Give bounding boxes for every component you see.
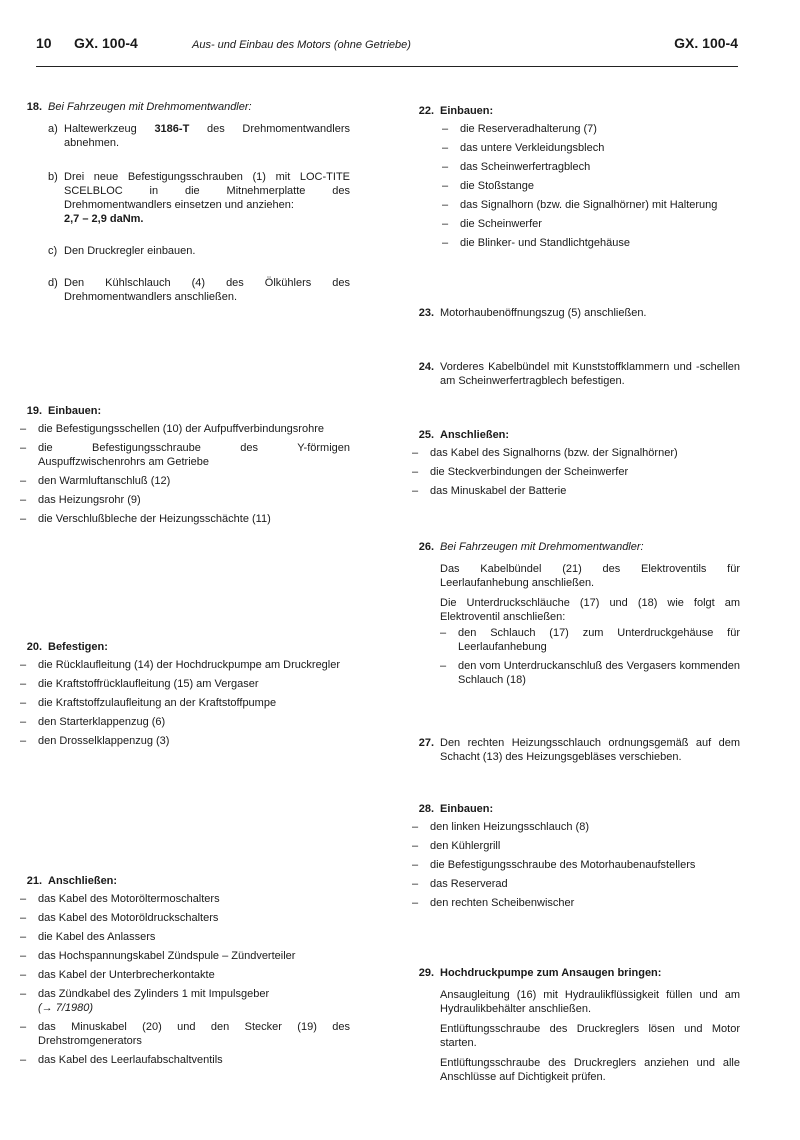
step-20 — [20, 640, 350, 753]
paragraph: Die Unterdruckschläuche (17) und (18) wie folgt am Elektroventil anschließen: — [440, 597, 740, 623]
list-item: – den vom Unterdruckanschluß des Vergasers kommenden Schlauch (18) — [440, 660, 740, 686]
reference-note: (→ 7/1980) — [38, 1002, 94, 1014]
list-item: – das Kabel des Leerlaufabschaltventils — [20, 1054, 223, 1066]
list-item: – das untere Verkleidungsblech — [442, 142, 605, 154]
list-item: – die Scheinwerfer — [442, 218, 542, 230]
tool-number: 3186-T — [154, 123, 190, 135]
list-item: – die Befestigungsschraube des Y-förmigen Auspuffzwischenrohrs am Getriebe — [20, 442, 350, 468]
list-item: – den Starterklappenzug (6) — [20, 716, 166, 728]
substep-d: d) Den Kühlschlauch (4) des Ölkühlers des Drehmomentwandlers anschließen. — [48, 277, 350, 303]
step-number: 18. — [26, 101, 42, 113]
list-item: – die Befestigungsschellen (10) der Aufpuffverbindungsrohre — [20, 423, 324, 435]
list-item: – das Heizungsrohr (9) — [20, 494, 141, 506]
list-item: – den rechten Scheibenwischer — [412, 897, 575, 909]
step-18 — [20, 100, 350, 304]
step-26 — [412, 540, 740, 692]
torque-value: 2,7 – 2,9 daNm. — [64, 213, 144, 225]
step-text: Den rechten Heizungsschlauch ordnungsgemäß auf dem Schacht (13) des Heizungsgebläses verschieben. — [440, 737, 740, 763]
list-item: – das Signalhorn (bzw. die Signalhörner) mit Halterung — [442, 199, 718, 211]
substep-a: a) Haltewerkzeug 3186-T des Drehmomentwandlers abnehmen. — [48, 123, 350, 149]
step-heading: Anschließen: — [440, 429, 510, 441]
step-number: 29. — [418, 967, 434, 979]
step-heading: Einbauen: — [440, 803, 494, 815]
list — [412, 820, 740, 910]
list-item: – den Warmluftanschluß (12) — [20, 475, 171, 487]
step-number: 21. — [26, 875, 42, 887]
step-27 — [412, 736, 740, 764]
list-item: – die Rücklaufleitung (14) der Hochdruckpumpe am Druckregler — [20, 659, 341, 671]
step-heading: Anschließen: — [48, 875, 118, 887]
paragraph: Entlüftungsschraube des Druckreglers lösen und Motor starten. — [440, 1023, 740, 1049]
list-item: – den Schlauch (17) zum Unterdruckgehäuse für Leerlaufanhebung — [440, 627, 740, 653]
step-25 — [412, 428, 740, 503]
step-24 — [412, 360, 740, 388]
step-number: 20. — [26, 641, 42, 653]
list-item: – das Zündkabel des Zylinders 1 mit Impulsgeber (→ 7/1980) — [20, 988, 270, 1014]
step-21 — [20, 874, 350, 1072]
step-number: 27. — [418, 737, 434, 749]
step-number: 24. — [418, 361, 434, 373]
list-item: – das Kabel des Signalhorns (bzw. der Signalhörner) — [412, 447, 678, 459]
list-item: – das Minuskabel (20) und den Stecker (19) des Drehstromgenerators — [20, 1021, 350, 1047]
step-heading: Befestigen: — [48, 641, 108, 653]
step-number: 23. — [418, 307, 434, 319]
list-item: – die Befestigungsschraube des Motorhaubenaufstellers — [412, 859, 696, 871]
step-heading: Hochdruckpumpe zum Ansaugen bringen: — [440, 967, 662, 979]
list — [20, 658, 350, 748]
list-item: – das Scheinwerfertragblech — [442, 161, 591, 173]
list-item: – das Kabel des Motoröltermoschalters — [20, 893, 220, 905]
step-number: 22. — [418, 105, 434, 117]
document-code-right: GX. 100-4 — [674, 35, 738, 51]
substep-b: b) Drei neue Befestigungsschrauben (1) mit LOC-TITE SCELBLOC in die Mitnehmerplatte des Drehmomentwandlers einsetzen und anziehen: 2,7 – 2,9 daNm. — [48, 171, 350, 225]
step-22 — [412, 104, 740, 255]
step-number: 28. — [418, 803, 434, 815]
list-item: – den Drosselklappenzug (3) — [20, 735, 170, 747]
list — [20, 422, 350, 526]
page-header — [36, 36, 738, 56]
step-text: Motorhaubenöffnungszug (5) anschließen. — [440, 307, 647, 319]
list-item: – das Minuskabel der Batterie — [412, 485, 567, 497]
list — [412, 446, 740, 498]
document-code-left: GX. 100-4 — [74, 35, 138, 51]
step-19 — [20, 404, 350, 531]
step-number: 26. — [418, 541, 434, 553]
list-item: – das Kabel der Unterbrecherkontakte — [20, 969, 215, 981]
list-item: – die Kabel des Anlassers — [20, 931, 156, 943]
page-number: 10 — [36, 35, 52, 51]
list-item: – die Stoßstange — [442, 180, 534, 192]
step-number: 25. — [418, 429, 434, 441]
list-item: – das Kabel des Motoröldruckschalters — [20, 912, 219, 924]
step-heading: Bei Fahrzeugen mit Drehmomentwandler: — [440, 541, 644, 553]
list — [440, 626, 740, 687]
list — [442, 122, 740, 250]
step-heading: Bei Fahrzeugen mit Drehmomentwandler: — [48, 101, 252, 113]
list-item: – das Reserverad — [412, 878, 508, 890]
paragraph: Das Kabelbündel (21) des Elektroventils für Leerlaufanhebung anschließen. — [440, 563, 740, 589]
list-item: – die Verschlußbleche der Heizungsschächte (11) — [20, 513, 271, 525]
step-29 — [412, 966, 740, 1084]
substep-c: c) Den Druckregler einbauen. — [48, 245, 196, 257]
list-item: – den linken Heizungsschlauch (8) — [412, 821, 589, 833]
list-item: – das Hochspannungskabel Zündspule – Zündverteiler — [20, 950, 296, 962]
paragraph: Entlüftungsschraube des Druckreglers anziehen und alle Anschlüsse auf Dichtigkeit prüfen. — [440, 1057, 740, 1083]
step-text: Vorderes Kabelbündel mit Kunststoffklammern und -schellen am Scheinwerfertragblech befestigen. — [440, 361, 740, 387]
list — [20, 892, 350, 1067]
step-heading: Einbauen: — [440, 105, 494, 117]
step-23 — [412, 306, 740, 320]
paragraph: Ansaugleitung (16) mit Hydraulikflüssigkeit füllen und am Hydraulikbehälter anschließen. — [440, 989, 740, 1015]
list-item: – die Kraftstoffzulaufleitung an der Kraftstoffpumpe — [20, 697, 277, 709]
list-item: – die Blinker- und Standlichtgehäuse — [442, 237, 631, 249]
section-title: Aus- und Einbau des Motors (ohne Getriebe) — [192, 39, 411, 51]
step-28 — [412, 802, 740, 915]
list-item: – die Steckverbindungen der Scheinwerfer — [412, 466, 629, 478]
step-number: 19. — [26, 405, 42, 417]
list-item: – die Kraftstoffrücklaufleitung (15) am Vergaser — [20, 678, 259, 690]
list-item: – die Reserveradhalterung (7) — [442, 123, 597, 135]
step-heading: Einbauen: — [48, 405, 102, 417]
header-rule — [36, 66, 738, 67]
list-item: – den Kühlergrill — [412, 840, 501, 852]
